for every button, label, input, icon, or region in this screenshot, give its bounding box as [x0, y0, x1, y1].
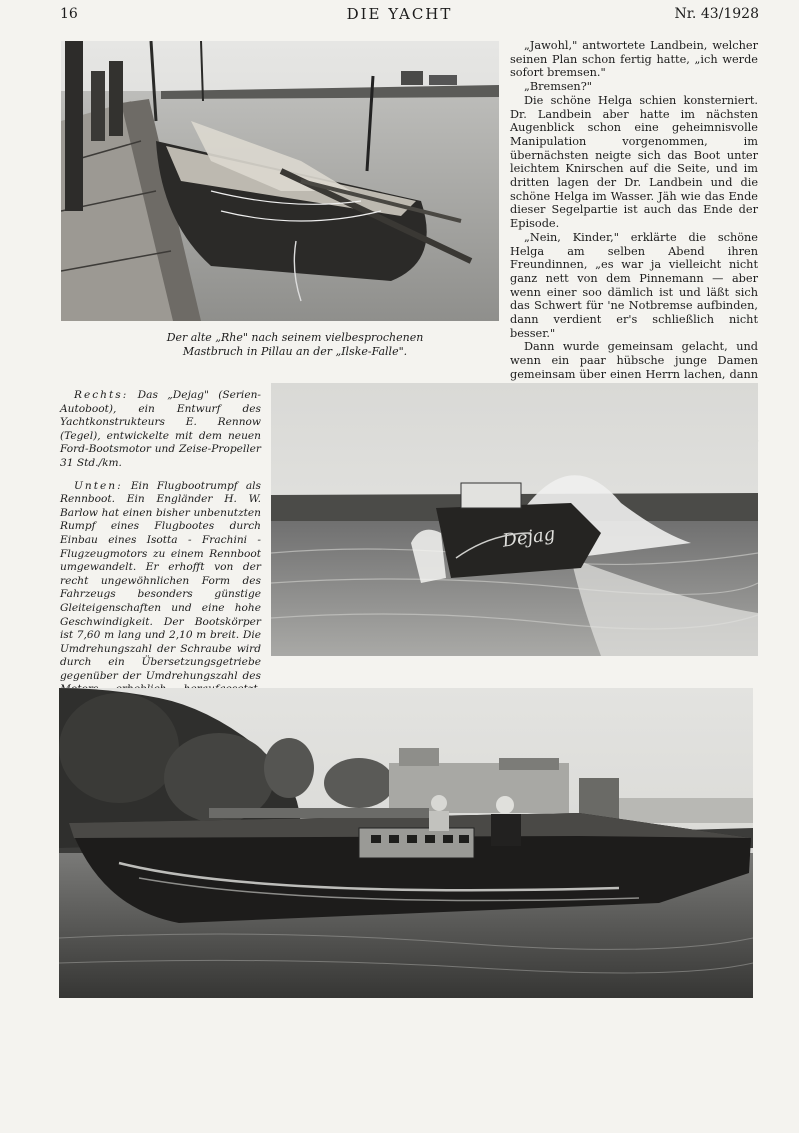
caption-unten-text: Ein Flugbootrumpf als Rennboot. Ein Engländer H. W. Barlow hat einen bisher unbenutzten Rumpf eines Flugbootes durch Einbau eines Isotta - Frachini - Flugzeugmotors zu einem Rennboot umgewandelt. Er erhofft von der recht ungewöhnlichen Form des Fahrzeugs besonders günstige Gleiteigenschaften und eine hohe Geschwindigkeit. Der Bootskörper ist 7,60 m lang und 2,10 m breit. Die Umdrehungszahl der Schraube wird durch ein Übersetzungsgetriebe gegenüber der Umdrehungszahl des [60, 479, 261, 682]
photo-rhe-dock [61, 41, 499, 321]
caption-rechts [60, 389, 261, 471]
story-paragraph: „Bremsen?" [524, 80, 592, 94]
page-number: 16 [60, 6, 78, 22]
hull-lettering: Dejag [501, 523, 557, 552]
magazine-title: DIE YACHT [346, 5, 453, 23]
caption-top-line2: Mastbruch in Pillau an der „Ilske-Falle". [182, 345, 408, 358]
caption-rechts-label: Rechts: [74, 389, 129, 401]
caption-top [160, 331, 430, 359]
story-paragraph: „Nein, Kinder," erklärte die schöne Helga am selben Abend ihren Freundinnen, „es war ja vielleicht nicht ganz nett von dem Pinnemann — aber wenn einer soo dämlich ist und läßt sich das Schwert für 'ne Notbremse aufbinden, dann verdient er's schließlich nicht besser." [510, 230, 758, 340]
caption-rechts-text: Das „Dejag" (Serien-Autoboot), ein Entwurf des Yachtkonstrukteurs E. Rennow (Tegel), entwickelte mit dem neuen Ford-Bootsmotor und Zeise-Propeller 31 Std./km. [60, 389, 261, 469]
photo-black-bird [59, 688, 753, 998]
story-paragraph: „Jawohl," antwortete Landbein, welcher seinen Plan schon fertig hatte, „ich werde sofort bremsen." [510, 39, 758, 80]
issue-number: Nr. 43/1928 [674, 6, 759, 22]
photo-dejag-boat [271, 383, 758, 656]
caption-top-line1: Der alte „Rhe" nach seinem vielbesprochenen [166, 331, 424, 344]
story-paragraph: Die schöne Helga schien konsterniert. Dr. Landbein aber hatte im nächsten Augenblick schon eine geheimnisvolle Manipulation vorgenommen, im übernächsten neigte sich das Boot unter leichtem Knirschen auf die Seite, und im dritten lagen der Dr. Landbein und die schöne Helga im Wasser. Jäh wie das Ende dieser Segelpartie ist auch das Ende der Episode. [510, 93, 758, 231]
caption-unten-label: Unten: [74, 479, 123, 492]
story-paragraph: Dann wurde gemeinsam gelacht, und wenn ein paar hübsche junge Damen gemeinsam über einen Herrn lachen, dann [510, 340, 758, 381]
